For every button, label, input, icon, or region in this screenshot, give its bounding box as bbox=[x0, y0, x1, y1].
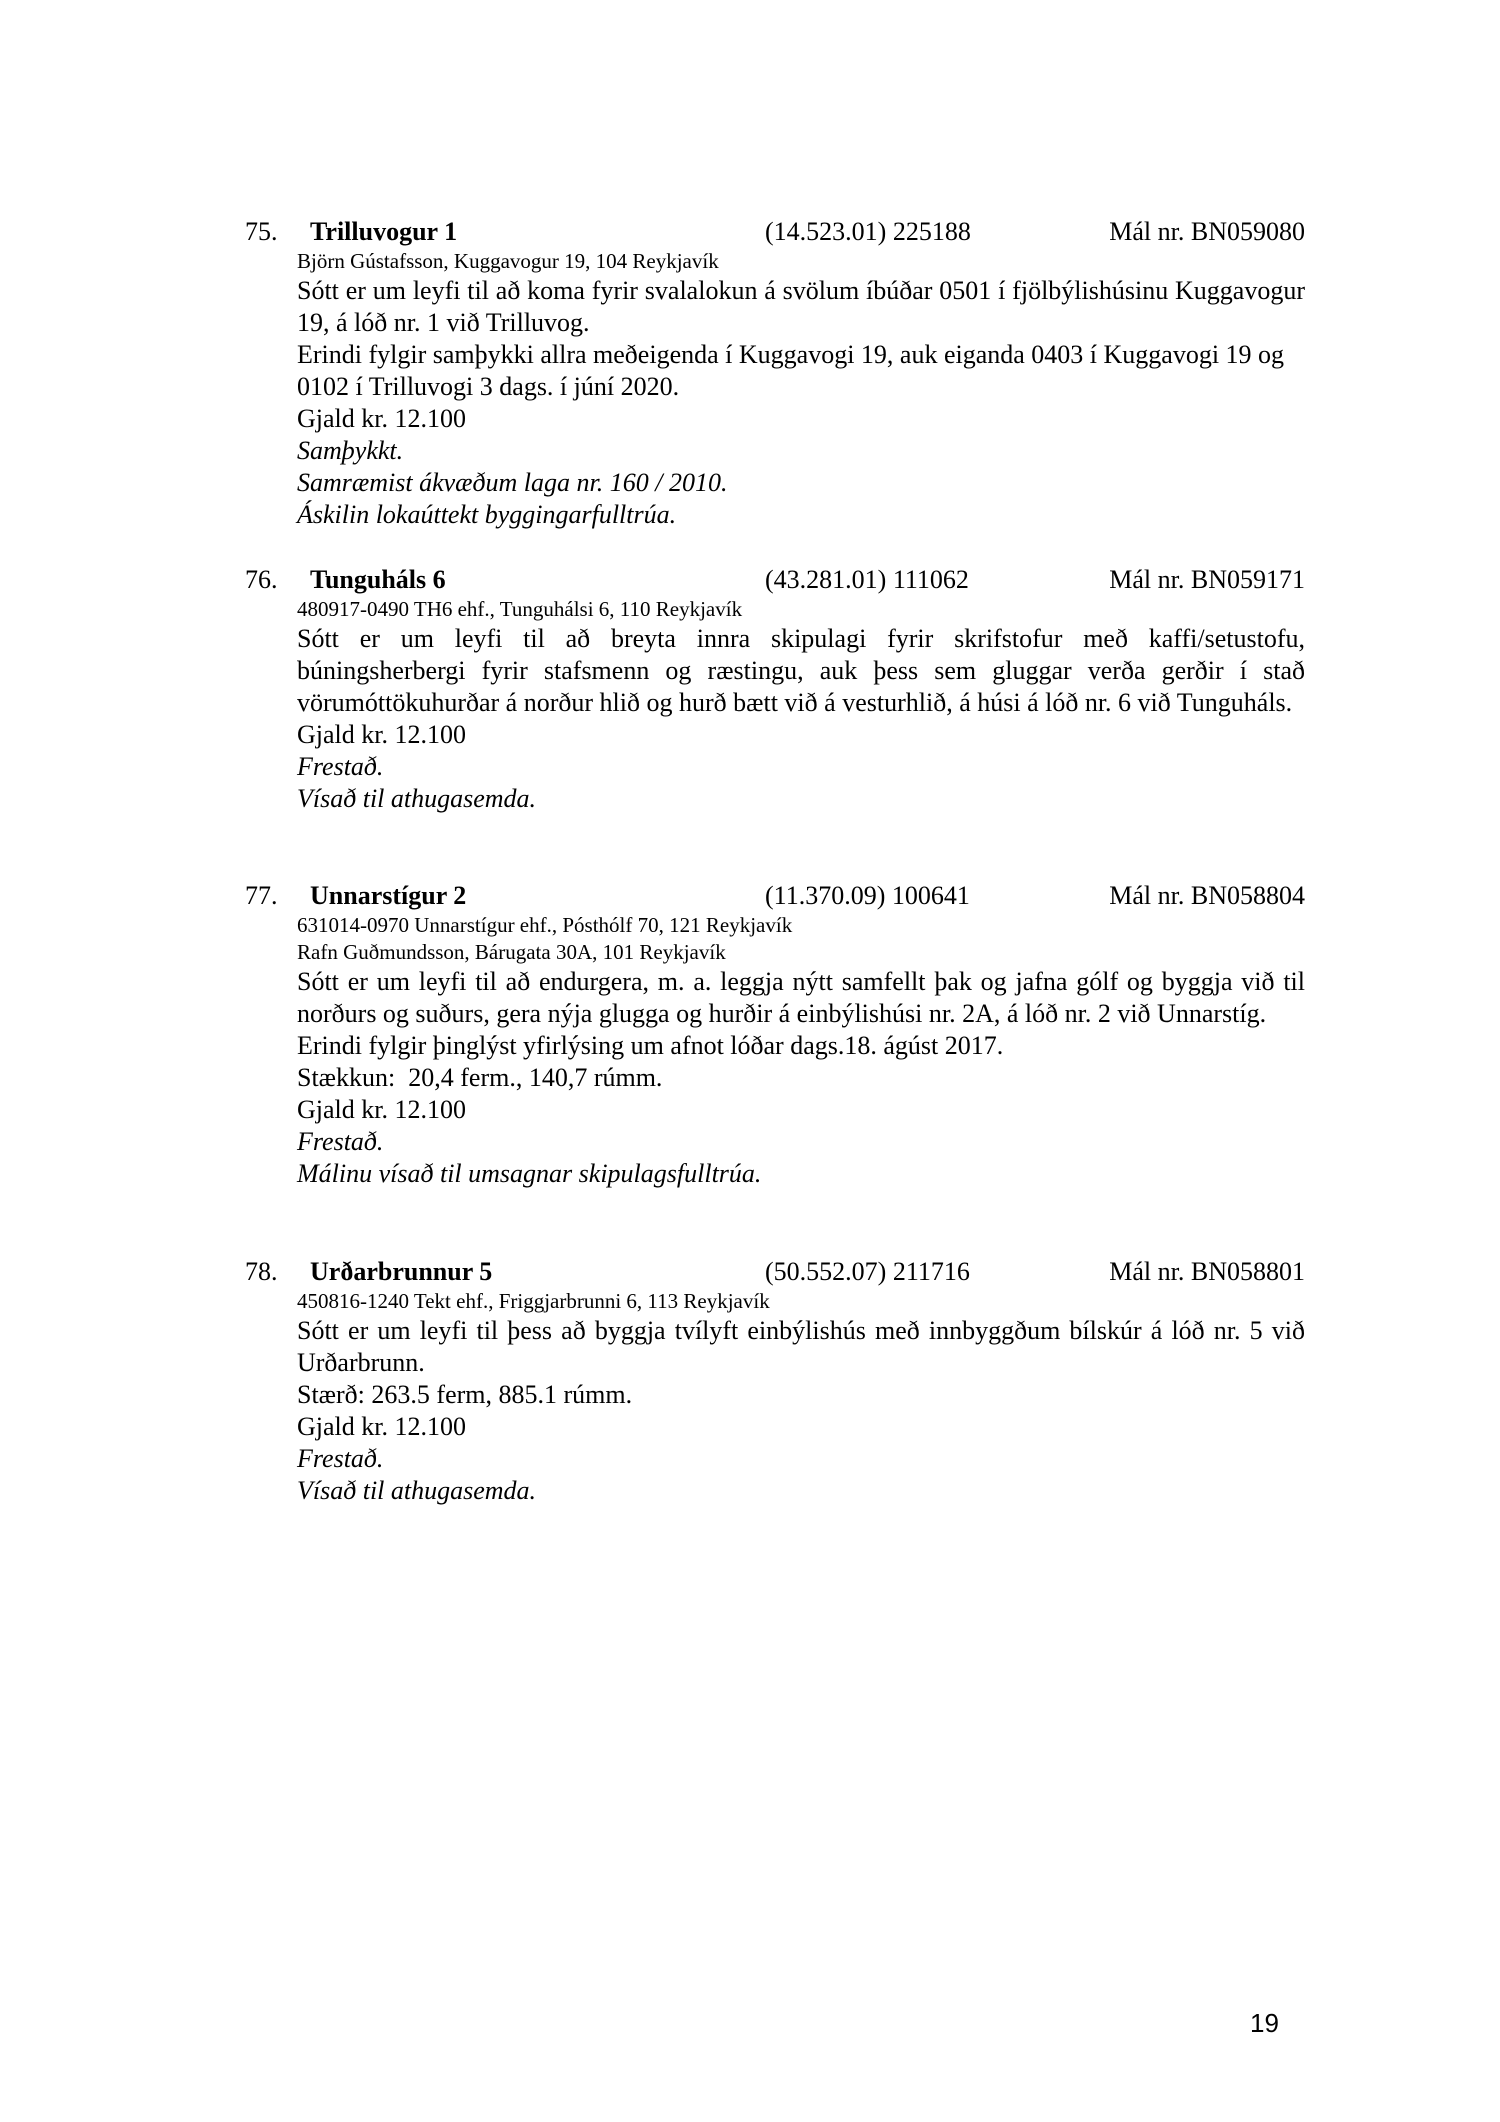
decision: Áskilin lokaúttekt byggingarfulltrúa. bbox=[297, 500, 677, 529]
entry-case-number: Mál nr. BN058801 bbox=[1109, 1257, 1305, 1286]
applicant: Björn Gústafsson, Kuggavogur 19, 104 Reykjavík bbox=[297, 249, 719, 273]
fee: Gjald kr. 12.100 bbox=[297, 1095, 466, 1124]
case-entry-78 bbox=[245, 1256, 1305, 1507]
attachment-note: Erindi fylgir þinglýst yfirlýsing um afnot lóðar dags.18. ágúst 2017. bbox=[297, 1031, 1004, 1060]
case-entry-75 bbox=[245, 216, 1305, 531]
applicant: 480917-0490 TH6 ehf., Tunguhálsi 6, 110 Reykjavík bbox=[297, 597, 743, 621]
decision: Frestað. bbox=[297, 1444, 384, 1473]
entry-title: Unnarstígur 2 bbox=[310, 881, 467, 910]
entry-number: 77. bbox=[245, 881, 278, 910]
applicant: 450816-1240 Tekt ehf., Friggjarbrunni 6, 113 Reykjavík bbox=[297, 1289, 770, 1313]
description: Sótt er um leyfi til að breyta innra skipulagi fyrir skrifstofur með kaffi/setustofu, búningsherbergi fyrir stafsmenn og ræstingu, auk þess sem gluggar verða gerðir í stað vörumóttökuhurðar á norður hlið og hurð bætt við á vesturhlið, á húsi á lóð nr. 6 við Tunguháls. bbox=[297, 624, 1305, 717]
description: Sótt er um leyfi til þess að byggja tvílyft einbýlishús með innbyggðum bílskúr á lóð nr. 5 við Urðarbrunn. bbox=[297, 1316, 1305, 1377]
entry-lot-number: (50.552.07) 211716 bbox=[765, 1257, 970, 1286]
case-entry-77 bbox=[245, 880, 1305, 1190]
entry-header bbox=[245, 216, 1305, 248]
entry-case-number: Mál nr. BN059080 bbox=[1109, 217, 1305, 246]
entry-lot-number: (14.523.01) 225188 bbox=[765, 217, 971, 246]
entry-body bbox=[297, 596, 1305, 815]
entry-title: Urðarbrunnur 5 bbox=[310, 1257, 493, 1286]
fee: Gjald kr. 12.100 bbox=[297, 720, 466, 749]
entry-number: 75. bbox=[245, 217, 278, 246]
decision: Vísað til athugasemda. bbox=[297, 784, 537, 813]
applicant: 631014-0970 Unnarstígur ehf., Pósthólf 70, 121 Reykjavík bbox=[297, 913, 793, 937]
entry-body bbox=[297, 1288, 1305, 1507]
entry-case-number: Mál nr. BN059171 bbox=[1109, 565, 1305, 594]
fee: Gjald kr. 12.100 bbox=[297, 404, 466, 433]
entry-number: 78. bbox=[245, 1257, 278, 1286]
entry-header bbox=[245, 880, 1305, 912]
decision: Samþykkt. bbox=[297, 436, 404, 465]
entry-lot-number: (43.281.01) 111062 bbox=[765, 565, 969, 594]
entry-title: Trilluvogur 1 bbox=[310, 217, 458, 246]
entry-header bbox=[245, 1256, 1305, 1288]
case-entry-76 bbox=[245, 564, 1305, 815]
entry-header bbox=[245, 564, 1305, 596]
fee: Gjald kr. 12.100 bbox=[297, 1412, 466, 1441]
decision: Vísað til athugasemda. bbox=[297, 1476, 537, 1505]
decision: Málinu vísað til umsagnar skipulagsfulltrúa. bbox=[297, 1159, 762, 1188]
decision: Samræmist ákvæðum laga nr. 160 / 2010. bbox=[297, 468, 728, 497]
page-number: 19 bbox=[1250, 2008, 1279, 2038]
description: Sótt er um leyfi til að endurgera, m. a. leggja nýtt samfellt þak og jafna gólf og byggja við til norðurs og suðurs, gera nýja glugga og hurðir á einbýlishúsi nr. 2A, á lóð nr. 2 við Unnarstíg. bbox=[297, 967, 1305, 1028]
entry-number: 76. bbox=[245, 565, 278, 594]
decision: Frestað. bbox=[297, 1127, 384, 1156]
entry-case-number: Mál nr. BN058804 bbox=[1109, 881, 1305, 910]
attachment-note: Erindi fylgir samþykki allra meðeigenda í Kuggavogi 19, auk eiganda 0403 í Kuggavogi 19 og 0102 í Trilluvogi 3 dags. í júní 2020. bbox=[297, 340, 1285, 401]
description: Sótt er um leyfi til að koma fyrir svalalokun á svölum íbúðar 0501 í fjölbýlishúsinu Kuggavogur 19, á lóð nr. 1 við Trilluvog. bbox=[297, 276, 1305, 337]
decision: Frestað. bbox=[297, 752, 384, 781]
entry-lot-number: (11.370.09) 100641 bbox=[765, 881, 970, 910]
entry-title: Tunguháls 6 bbox=[310, 565, 446, 594]
entry-body bbox=[297, 912, 1305, 1190]
size: Stærð: 263.5 ferm, 885.1 rúmm. bbox=[297, 1380, 633, 1409]
size-change: Stækkun: 20,4 ferm., 140,7 rúmm. bbox=[297, 1063, 663, 1092]
entry-body bbox=[297, 248, 1305, 531]
applicant: Rafn Guðmundsson, Bárugata 30A, 101 Reykjavík bbox=[297, 940, 726, 964]
